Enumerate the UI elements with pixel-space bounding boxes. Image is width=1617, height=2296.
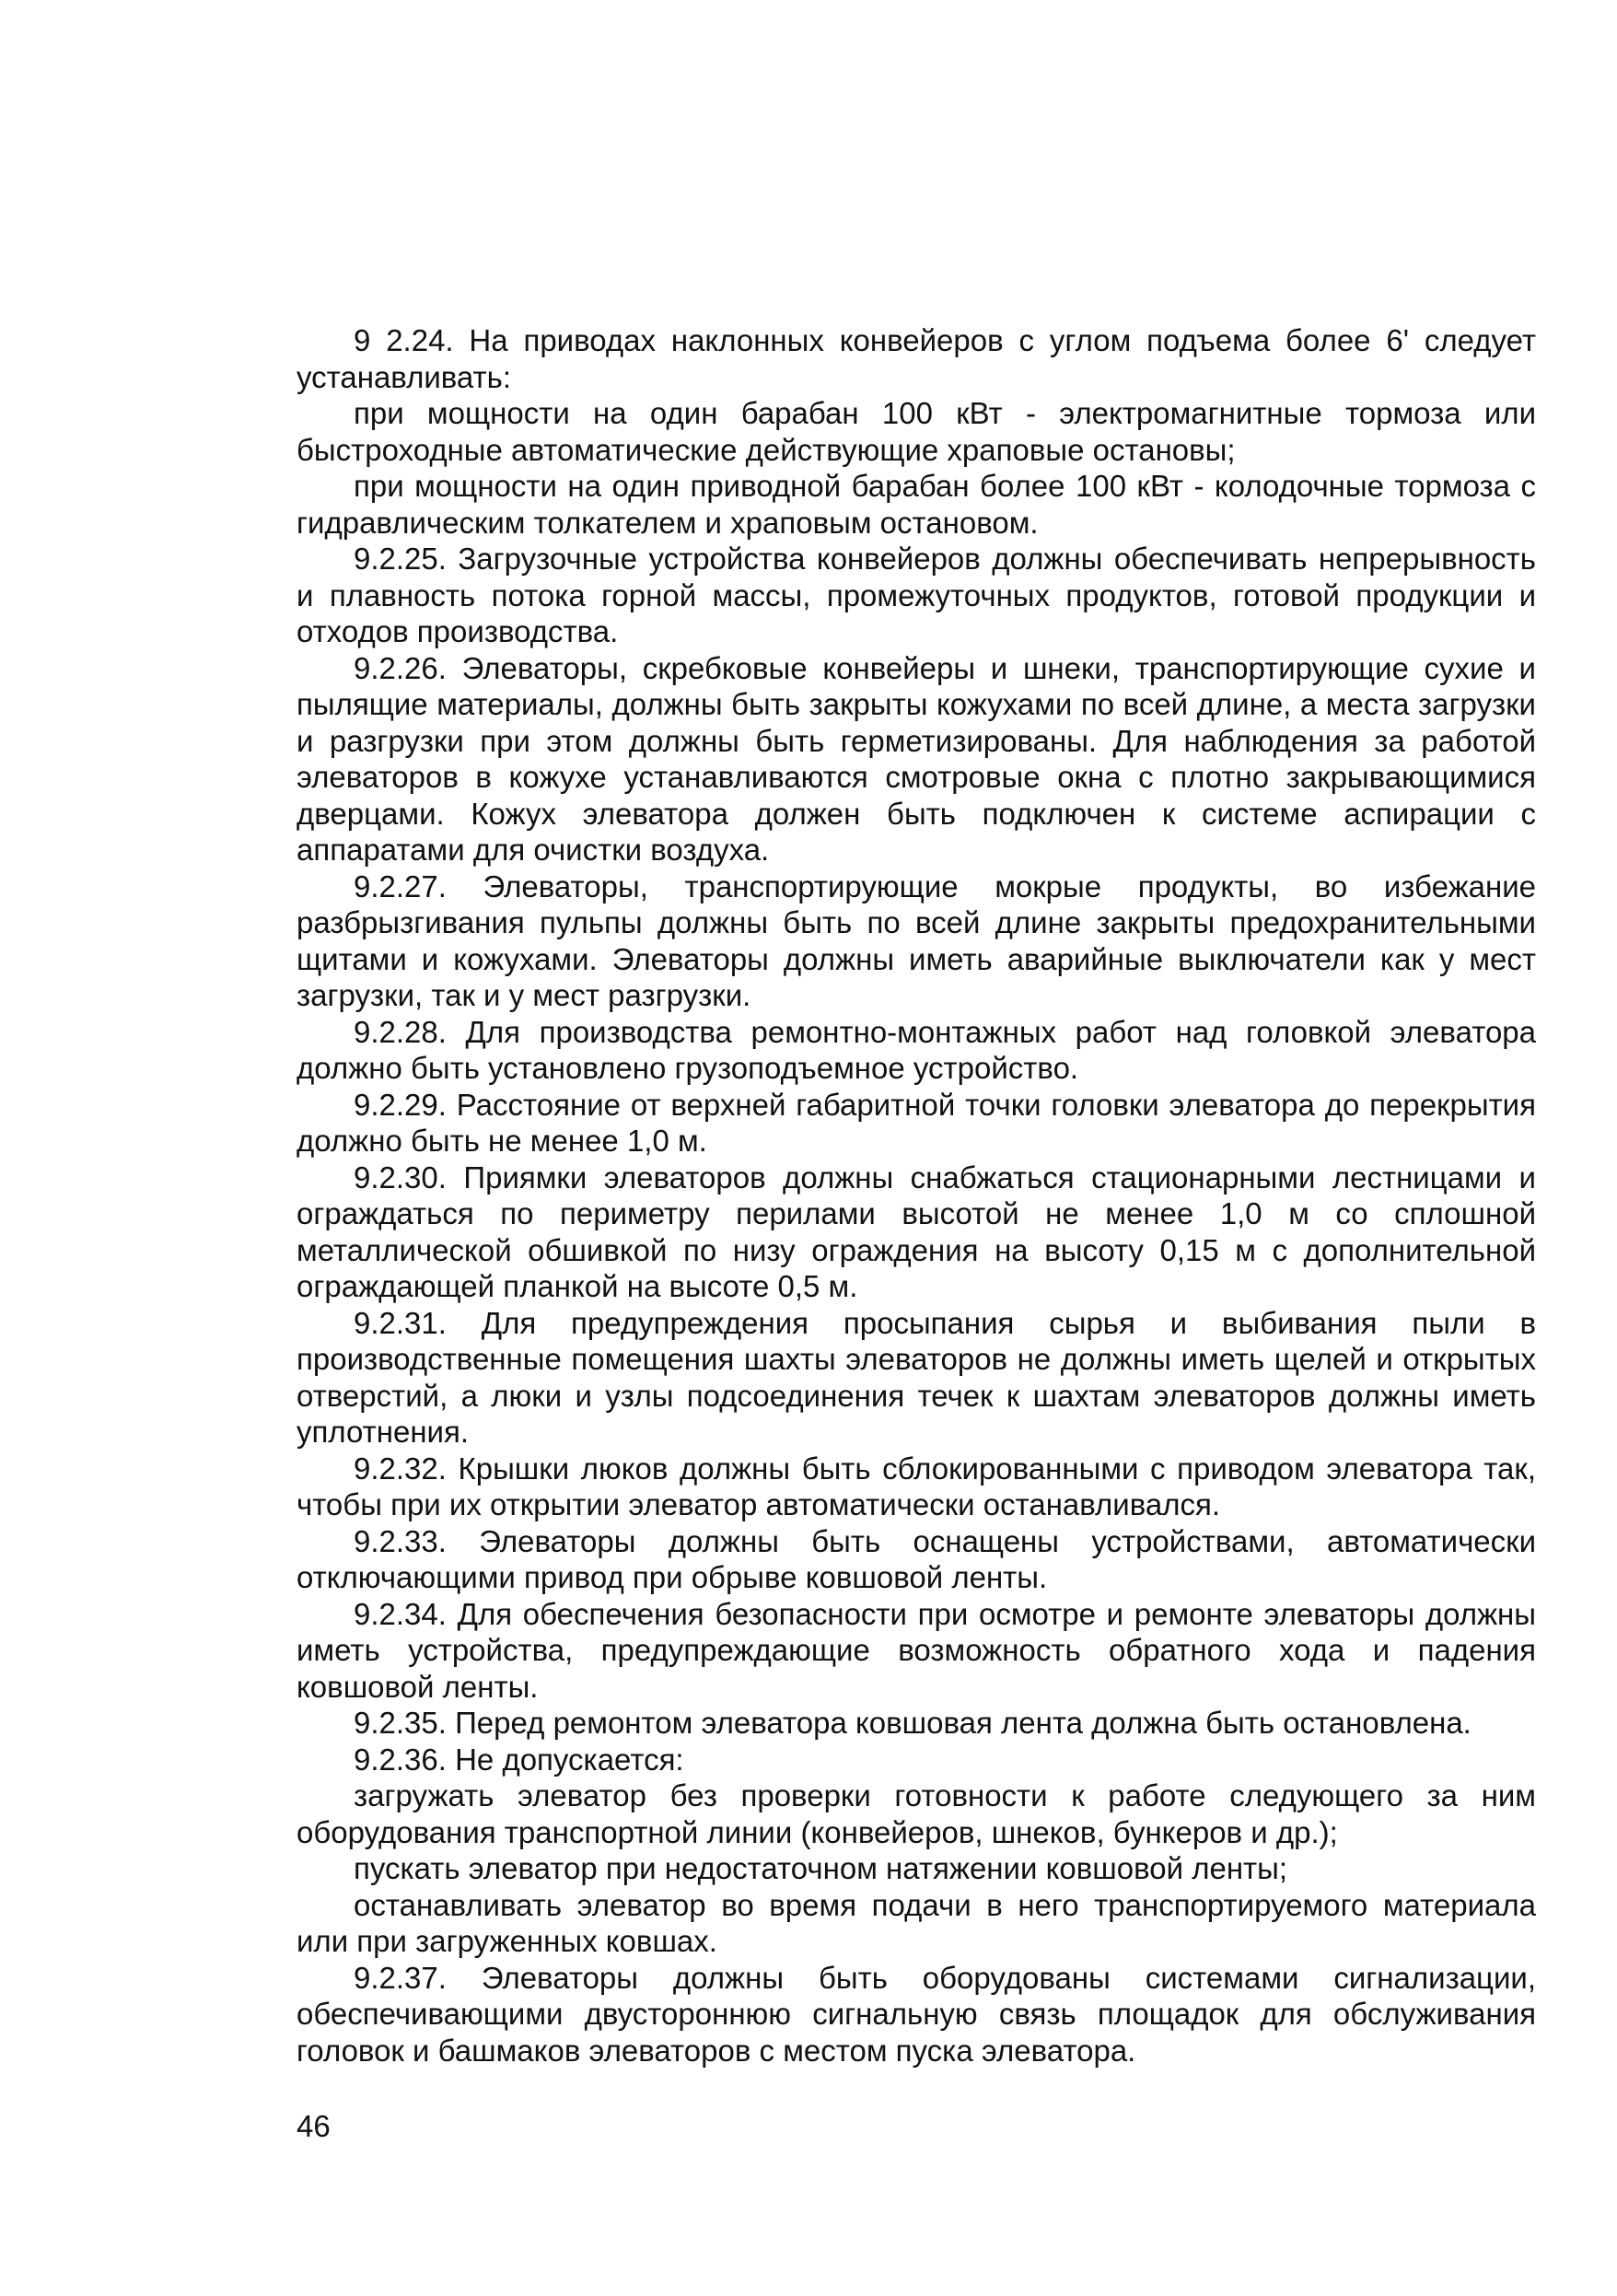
paragraph-9-2-27: 9.2.27. Элеваторы, транспортирующие мокрые продукты, во избежание разбрызгивания пульпы должны быть по всей длине закрыты предохранительными щитами и кожухами. Элеваторы должны иметь аварийные выключатели как у мест загрузки, так и у мест разгрузки. [297,868,1536,1012]
paragraph-9-2-25: 9.2.25. Загрузочные устройства конвейеров должны обеспечивать непрерывность и плавность потока горной массы, промежуточных продуктов, готовой продукции и отходов производства. [297,542,1536,648]
paragraph-9-2-36-item-3: останавливать элеватор во время подачи в него транспортируемого материала или при загруженных ковшах. [297,1887,1536,1958]
paragraph-9-2-31: 9.2.31. Для предупреждения просыпания сырья и выбивания пыли в производственные помещения шахты элеваторов не должны иметь щелей и открытых отверстий, а люки и узлы подсоединения течек к шахтам элеваторов должны иметь уплотнения. [297,1305,1536,1449]
page-number: 46 [297,2109,331,2143]
paragraph-9-2-36-item-2: пускать элеватор при недостаточном натяжении ковшовой ленты; [354,1851,1288,1885]
paragraph-9-2-36-item-1: загружать элеватор без проверки готовности к работе следующего за ним оборудования транспортной линии (конвейеров, шнеков, бункеров и др.); [297,1778,1536,1849]
paragraph-9-2-36: 9.2.36. Не допускается: [354,1742,684,1777]
paragraph-9-2-28: 9.2.28. Для производства ремонтно-монтажных работ над головкой элеватора должно быть установлено грузоподъемное устройство. [297,1014,1536,1085]
paragraph-9-2-30: 9.2.30. Приямки элеваторов должны снабжаться стационарными лестницами и ограждаться по периметру перилами высотой не менее 1,0 м со сплошной металлической обшивкой по низу ограждения на высоту 0,15 м с дополнительной ограждающей планкой на высоте 0,5 м. [297,1160,1536,1303]
paragraph-9-2-29: 9.2.29. Расстояние от верхней габаритной точки головки элеватора до перекрытия должно быть не менее 1,0 м. [297,1087,1536,1158]
paragraph-9-2-33: 9.2.33. Элеваторы должны быть оснащены устройствами, автоматически отключающими привод при обрыве ковшовой ленты. [297,1523,1536,1594]
paragraph-9-2-35: 9.2.35. Перед ремонтом элеватора ковшовая лента должна быть остановлена. [354,1706,1472,1740]
document-body [297,322,1536,2069]
paragraph-9-2-26: 9.2.26. Элеваторы, скребковые конвейеры и шнеки, транспортирующие сухие и пылящие материалы, должны быть закрыты кожухами по всей длине, а места загрузки и разгрузки при этом должны быть герметизированы. Для наблюдения за работой элеваторов в кожухе устанавливаются смотровые окна с плотно закрывающимися дверцами. Кожух элеватора должен быть подключен к системе аспирации с аппаратами для очистки воздуха. [297,650,1536,867]
paragraph-9-2-24-item-2: при мощности на один приводной барабан более 100 кВт - колодочные тормоза с гидравлическим толкателем и храповым остановом. [297,469,1536,540]
paragraph-9-2-37: 9.2.37. Элеваторы должны быть оборудованы системами сигнализации, обеспечивающими двустороннюю сигнальную связь площадок для обслуживания головок и башмаков элеваторов с местом пуска элеватора. [297,1960,1536,2068]
paragraph-9-2-24: 9 2.24. На приводах наклонных конвейеров с углом подъема более 6' следует устанавливать: [297,323,1536,394]
paragraph-9-2-34: 9.2.34. Для обеспечения безопасности при осмотре и ремонте элеваторы должны иметь устройства, предупреждающие возможность обратного хода и падения ковшовой ленты. [297,1596,1536,1704]
paragraph-9-2-32: 9.2.32. Крышки люков должны быть сблокированными с приводом элеватора так, чтобы при их открытии элеватор автоматически останавливался. [297,1451,1536,1521]
paragraph-9-2-24-item-1: при мощности на один барабан 100 кВт - электромагнитные тормоза или быстроходные автоматические действующие храповые остановы; [297,396,1536,467]
